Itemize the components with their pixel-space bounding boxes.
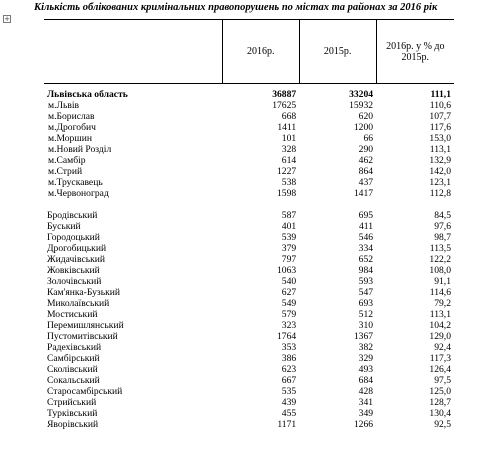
table-row-region <box>44 84 454 101</box>
row-name: Радехівський <box>47 342 102 353</box>
row-value-2015: 66 <box>363 133 374 144</box>
row-value-2015: 334 <box>358 243 374 254</box>
row-value-2015: 290 <box>358 144 374 155</box>
row-percent: 107,7 <box>429 111 451 122</box>
row-percent: 142,0 <box>429 166 451 177</box>
row-value-2016: 353 <box>281 342 297 353</box>
table-row <box>44 265 454 276</box>
table-row <box>44 309 454 320</box>
row-percent: 113,1 <box>429 309 451 320</box>
row-value-2016: 627 <box>281 287 297 298</box>
document-title: Кількість облікованих кримінальних правопорушень по містах та районах за 2016 рік <box>34 2 438 13</box>
table-row <box>44 100 454 111</box>
table-row <box>44 133 454 144</box>
row-value-2016: 668 <box>281 111 297 122</box>
row-value-2016: 623 <box>281 364 297 375</box>
table-row <box>44 177 454 188</box>
row-percent: 122,2 <box>429 254 451 265</box>
row-name: Сколівський <box>47 364 98 375</box>
table-row <box>44 111 454 122</box>
row-value-2016: 439 <box>281 397 297 408</box>
row-name: Пустомитівський <box>47 331 118 342</box>
row-value-2015: 411 <box>359 221 374 232</box>
table-row <box>44 122 454 133</box>
row-value-2015: 1266 <box>353 419 374 430</box>
row-value-2016: 323 <box>281 320 297 331</box>
row-percent: 79,2 <box>434 298 451 309</box>
row-percent: 113,1 <box>429 144 451 155</box>
row-percent: 111,1 <box>430 89 451 100</box>
row-percent: 113,5 <box>429 243 451 254</box>
row-value-2016: 379 <box>281 243 297 254</box>
row-name: м.Львів <box>48 100 80 111</box>
row-value-2016: 587 <box>281 210 297 221</box>
row-percent: 123,1 <box>429 177 451 188</box>
row-percent: 117,3 <box>429 353 451 364</box>
row-percent: 128,7 <box>429 397 451 408</box>
row-value-2015: 693 <box>358 298 374 309</box>
row-name: Яворівський <box>47 419 99 430</box>
table-row <box>44 210 454 221</box>
row-value-2016: 797 <box>281 254 297 265</box>
row-name: Перемишлянський <box>47 320 124 331</box>
row-value-2015: 684 <box>358 375 374 386</box>
row-percent: 114,6 <box>429 287 451 298</box>
row-value-2015: 984 <box>358 265 374 276</box>
row-value-2015: 864 <box>358 166 374 177</box>
row-value-2015: 493 <box>358 364 374 375</box>
row-percent: 97,6 <box>434 221 451 232</box>
table-row <box>44 221 454 232</box>
row-name: Бродівський <box>47 210 98 221</box>
row-value-2015: 15932 <box>349 100 374 111</box>
row-value-2015: 382 <box>358 342 374 353</box>
row-value-2015: 437 <box>358 177 374 188</box>
row-value-2016: 455 <box>281 408 297 419</box>
row-value-2015: 593 <box>358 276 374 287</box>
row-value-2016: 36887 <box>272 89 297 100</box>
row-value-2015: 652 <box>358 254 374 265</box>
row-value-2016: 1764 <box>276 331 297 342</box>
row-value-2015: 462 <box>358 155 374 166</box>
row-percent: 153,0 <box>429 133 451 144</box>
row-name: Буський <box>47 221 81 232</box>
row-value-2016: 1227 <box>276 166 297 177</box>
row-name: Сокальський <box>47 375 100 386</box>
row-value-2015: 428 <box>358 386 374 397</box>
row-value-2015: 310 <box>358 320 374 331</box>
row-name: Стрийський <box>47 397 97 408</box>
row-name: Турківський <box>47 408 98 419</box>
header-label-cell <box>44 20 222 84</box>
table-row <box>44 276 454 287</box>
row-value-2016: 1411 <box>277 122 297 133</box>
row-value-2016: 667 <box>281 375 297 386</box>
table-row <box>44 419 454 430</box>
row-value-2015: 547 <box>358 287 374 298</box>
row-percent: 91,1 <box>434 276 451 287</box>
row-percent: 97,5 <box>434 375 451 386</box>
table-row <box>44 331 454 342</box>
row-name: Мостиський <box>47 309 98 320</box>
row-percent: 104,2 <box>429 320 451 331</box>
row-percent: 130,4 <box>429 408 451 419</box>
row-value-2015: 512 <box>358 309 374 320</box>
table-row <box>44 232 454 243</box>
row-name: Кам'янка-Бузький <box>47 287 121 298</box>
row-name: м.Борислав <box>48 111 95 122</box>
table-body <box>44 84 454 431</box>
row-name: Львівська область <box>47 89 128 100</box>
table-row <box>44 243 454 254</box>
table-row <box>44 254 454 265</box>
row-percent: 132,9 <box>429 155 451 166</box>
row-value-2016: 1171 <box>277 419 297 430</box>
row-value-2015: 329 <box>358 353 374 364</box>
table-move-handle-icon[interactable]: + <box>4 15 10 23</box>
row-value-2015: 620 <box>358 111 374 122</box>
row-value-2016: 535 <box>281 386 297 397</box>
row-name: Миколаївський <box>47 298 110 309</box>
row-value-2016: 614 <box>281 155 297 166</box>
row-name: м.Моршин <box>48 133 93 144</box>
row-percent: 84,5 <box>434 210 451 221</box>
row-value-2015: 1367 <box>353 331 374 342</box>
row-percent: 98,7 <box>434 232 451 243</box>
table-row <box>44 298 454 309</box>
row-percent: 108,0 <box>429 265 451 276</box>
row-name: м.Стрий <box>48 166 83 177</box>
row-value-2015: 1200 <box>353 122 374 133</box>
table-row <box>44 408 454 419</box>
row-value-2016: 540 <box>281 276 297 287</box>
row-value-2015: 349 <box>358 408 374 419</box>
header-2016: 2016р. <box>222 20 299 84</box>
table-row <box>44 188 454 210</box>
table-row <box>44 353 454 364</box>
row-value-2016: 17625 <box>272 100 297 111</box>
row-name: Дрогобицький <box>47 243 107 254</box>
row-name: Городоцький <box>47 232 100 243</box>
table-row <box>44 166 454 177</box>
row-value-2016: 386 <box>281 353 297 364</box>
header-2015: 2015р. <box>299 20 376 84</box>
row-value-2016: 1063 <box>276 265 297 276</box>
row-percent: 112,8 <box>429 188 451 199</box>
crime-statistics-table <box>44 19 454 430</box>
row-percent: 110,6 <box>429 100 451 111</box>
row-name: Жидачівський <box>47 254 106 265</box>
table-row <box>44 342 454 353</box>
table-row <box>44 320 454 331</box>
row-percent: 126,4 <box>429 364 451 375</box>
table-row <box>44 155 454 166</box>
row-percent: 92,4 <box>434 342 451 353</box>
row-name: Старосамбірський <box>47 386 123 397</box>
row-value-2015: 546 <box>358 232 374 243</box>
row-name: Самбірський <box>47 353 100 364</box>
table-row <box>44 375 454 386</box>
row-value-2016: 101 <box>281 133 297 144</box>
row-value-2015: 695 <box>358 210 374 221</box>
row-name: м.Новий Розділ <box>48 144 112 155</box>
row-value-2016: 539 <box>281 232 297 243</box>
row-name: Золочівський <box>47 276 102 287</box>
row-value-2015: 341 <box>358 397 374 408</box>
row-percent: 129,0 <box>429 331 451 342</box>
table-row <box>44 287 454 298</box>
row-value-2016: 538 <box>281 177 297 188</box>
row-percent: 92,5 <box>434 419 451 430</box>
row-value-2015: 33204 <box>349 89 374 100</box>
row-percent: 125,0 <box>429 386 451 397</box>
row-value-2016: 1598 <box>276 188 297 199</box>
table-row <box>44 397 454 408</box>
row-name: м.Дрогобич <box>48 122 96 133</box>
row-value-2016: 328 <box>281 144 297 155</box>
table-row <box>44 144 454 155</box>
table-row <box>44 386 454 397</box>
table-header-row <box>44 20 454 84</box>
table-row <box>44 364 454 375</box>
header-percent: 2016р. у % до 2015р. <box>376 20 454 84</box>
row-percent: 117,6 <box>429 122 451 133</box>
row-value-2016: 401 <box>281 221 297 232</box>
row-name: м.Самбір <box>48 155 86 166</box>
row-name: м.Трускавець <box>48 177 103 188</box>
row-name: Жовківський <box>47 265 100 276</box>
row-value-2015: 1417 <box>353 188 374 199</box>
row-name: м.Червоноград <box>48 188 109 199</box>
row-value-2016: 579 <box>281 309 297 320</box>
row-value-2016: 549 <box>281 298 297 309</box>
